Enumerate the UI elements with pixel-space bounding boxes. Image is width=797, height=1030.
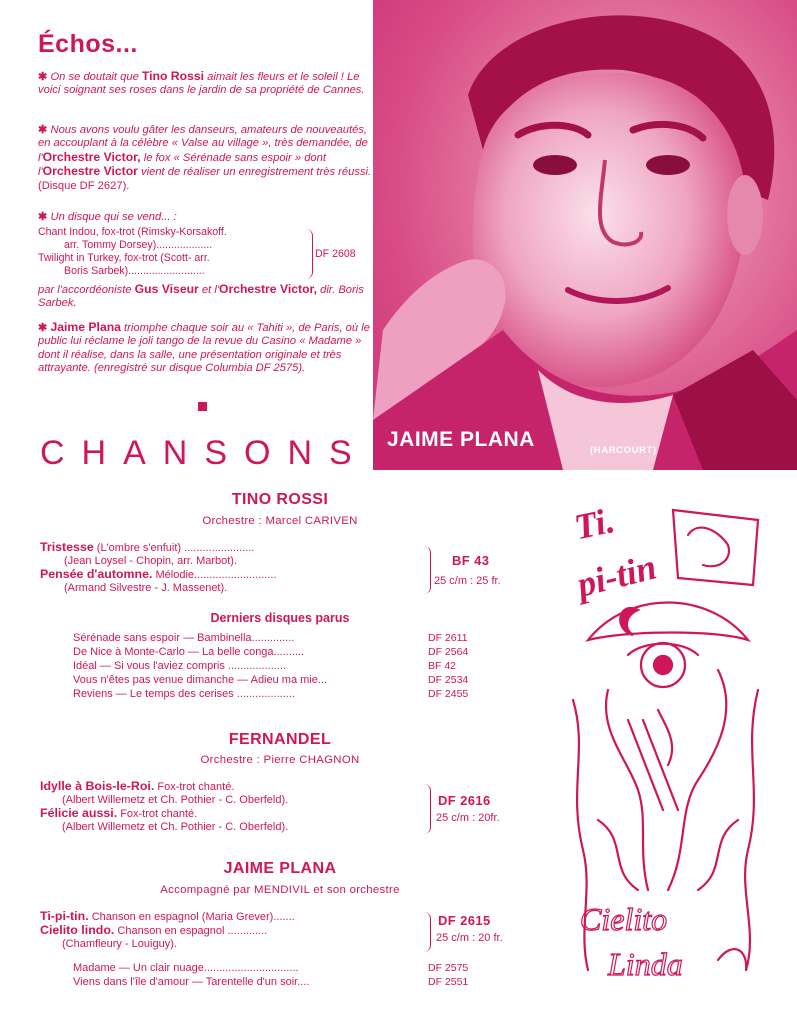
echo-3-tail-b: et l' — [198, 284, 219, 296]
song-subtitle: Fox-trot chanté. — [117, 808, 198, 820]
illustration-text-1: Ti. — [570, 499, 618, 548]
price: 25 c/m : 25 fr. — [434, 575, 501, 587]
separator-square — [198, 402, 207, 411]
song-title: Félicie aussi. — [40, 806, 118, 820]
echo-3-tail-a: par l'accordéoniste — [38, 284, 135, 296]
echos-title: Échos... — [38, 30, 138, 58]
echo-1-text-b: aimait les fleurs et le soleil ! Le voici soignant ses roses dans le jardin de sa propriété de Cannes. — [38, 71, 365, 97]
artist-tino-rossi: TINO ROSSI — [231, 491, 329, 508]
echo-3-head: Un disque qui se vend... : — [50, 211, 177, 223]
song-title: Pensée d'automne. — [40, 567, 153, 581]
orchestra-jaime-plana: Accompagné par MENDIVIL et son orchestre — [160, 884, 400, 896]
bracket — [424, 784, 431, 834]
song-title: Cielito lindo. — [40, 923, 115, 937]
catalog-number: BF 43 — [452, 553, 490, 568]
song-title: Ti-pi-tin. — [40, 909, 89, 923]
price: 25 c/m : 20 fr. — [436, 932, 503, 944]
recent-record-title: Sérénade sans espoir — Bambinella.............. — [73, 632, 295, 644]
orchestra-fernandel: Orchestre : Pierre CHAGNON — [200, 754, 360, 766]
song-subtitle: Chanson en espagnol (Maria Grever)....... — [88, 911, 295, 923]
echo-3-tail-c: dir. Boris Sarbek. — [38, 284, 364, 310]
echo-4-text-a: triomphe chaque soir au « Tahiti », de Paris, où le public lui réclame le joli tango de la revue du Casino « Madame » dont il réalise, dans la salle, une présentation originale et très attrayante. — [38, 322, 370, 375]
echo-1-text-a: On se doutait que — [50, 71, 142, 83]
price: 25 c/m : 20fr. — [436, 812, 500, 824]
song-row — [40, 568, 277, 582]
song-subtitle: Chanson en espagnol ............. — [114, 925, 268, 937]
recent-records-title: Derniers disques parus — [210, 611, 350, 625]
bracket — [424, 546, 431, 594]
echo-2-highlight-2: Orchestre Victor — [42, 164, 138, 179]
echo-3-line-1b: arr. Tommy Dorsey)................... — [64, 239, 213, 251]
extra-record-disc: DF 2575 — [428, 962, 469, 974]
illustration-text-2: pi-tin — [572, 546, 661, 605]
bracket — [424, 912, 431, 952]
artist-jaime-plana: JAIME PLANA — [223, 860, 337, 877]
song-credit: (Albert Willemetz et Ch. Pothier - C. Oberfeld). — [62, 794, 289, 806]
recent-record-disc: DF 2534 — [428, 674, 469, 686]
extra-record-title: Viens dans l'île d'amour — Tarentelle d'un soir.... — [73, 976, 310, 988]
song-row — [40, 780, 234, 794]
recent-record-title: Idéal — Si vous l'aviez compris ................... — [73, 660, 287, 672]
echo-4-highlight: Jaime Plana — [50, 320, 121, 334]
echo-3-line-2b: Boris Sarbek).......................... — [64, 265, 205, 277]
song-title: Tristesse — [40, 540, 94, 554]
song-title: Idylle à Bois-le-Roi. — [40, 779, 155, 793]
song-subtitle: Fox-trot chanté. — [154, 781, 235, 793]
portrait-illustration — [373, 0, 797, 470]
echo-2-text-c: vient de réaliser un enregistrement très réussi. — [137, 166, 372, 179]
recent-record-disc: DF 2564 — [428, 646, 469, 658]
asterisk-icon: ✱ — [38, 211, 51, 223]
tipitin-illustration — [568, 490, 768, 1005]
echo-3-line-2a: Twilight in Turkey, fox-trot (Scott- arr. — [38, 252, 210, 264]
song-subtitle: (L'ombre s'enfuit) ....................... — [93, 542, 255, 554]
catalog-number: DF 2615 — [438, 913, 491, 928]
song-row — [40, 910, 295, 924]
photo-caption-credit: (HARCOURT) — [590, 445, 657, 456]
bracket — [306, 229, 313, 279]
asterisk-icon: ✱ — [38, 322, 51, 334]
artist-fernandel: FERNANDEL — [228, 731, 332, 748]
recent-record-title: De Nice à Monte-Carlo — La belle conga.......... — [73, 646, 305, 658]
illustration-text-3: Cielito — [580, 901, 668, 937]
extra-record-title: Madame — Un clair nuage............................... — [73, 962, 299, 974]
song-row — [40, 807, 197, 821]
recent-record-disc: BF 42 — [428, 660, 457, 672]
recent-record-title: Reviens — Le temps des cerises ................... — [73, 688, 295, 700]
song-credit: (Chamfleury - Louiguy). — [62, 938, 177, 950]
echo-paragraph-3-head — [38, 211, 372, 224]
catalog-number: DF 2616 — [438, 793, 491, 808]
recent-record-title: Vous n'êtes pas venue dimanche — Adieu ma mie... — [73, 674, 328, 686]
illustration-text-4: Linda — [608, 946, 683, 982]
song-credit: (Albert Willemetz et Ch. Pothier - C. Oberfeld). — [62, 821, 289, 833]
recent-record-disc: DF 2455 — [428, 688, 469, 700]
extra-record-disc: DF 2551 — [428, 976, 469, 988]
echo-2-text-b: le fox « Sérénade sans espoir » dont l' — [38, 151, 326, 179]
photo-caption-name: JAIME PLANA — [387, 428, 535, 451]
echo-4-text-b: (enregistré sur disque Columbia DF 2575). — [93, 362, 306, 375]
asterisk-icon: ✱ — [38, 71, 51, 83]
song-row — [40, 541, 254, 555]
recent-record-disc: DF 2611 — [428, 632, 468, 644]
echo-3-tail-highlight-2: Orchestre Victor, — [218, 282, 317, 296]
echo-3-line-1a: Chant Indou, fox-trot (Rimsky-Korsakoff. — [38, 226, 227, 238]
echo-paragraph-2 — [38, 124, 372, 193]
echo-3-tail-highlight-1: Gus Viseur — [134, 282, 199, 296]
asterisk-icon: ✱ — [38, 124, 51, 136]
echo-1-highlight: Tino Rossi — [141, 69, 204, 83]
orchestra-tino-rossi: Orchestre : Marcel CARIVEN — [202, 515, 358, 527]
echo-paragraph-1 — [38, 70, 372, 98]
echo-2-highlight-1: Orchestre Victor, — [42, 149, 141, 164]
song-subtitle: Mélodie........................... — [152, 569, 277, 581]
echo-paragraph-4 — [38, 321, 372, 376]
song-credit: (Armand Silvestre - J. Massenet). — [64, 582, 228, 594]
echo-3-disc: DF 2608 — [315, 248, 356, 260]
echo-2-text-a: Nous avons voulu gâter les danseurs, amateurs de nouveautés, en accouplant à la célèbre « Valse au village », très demandée, de l' — [38, 124, 368, 164]
echo-2-disc: (Disque DF 2627). — [38, 179, 130, 192]
echo-paragraph-3-tail — [38, 283, 372, 311]
song-row — [40, 924, 267, 938]
song-credit: (Jean Loysel - Chopin, arr. Marbot). — [64, 555, 238, 567]
portrait-photo — [373, 0, 797, 470]
chansons-title: CHANSONS — [40, 434, 369, 472]
